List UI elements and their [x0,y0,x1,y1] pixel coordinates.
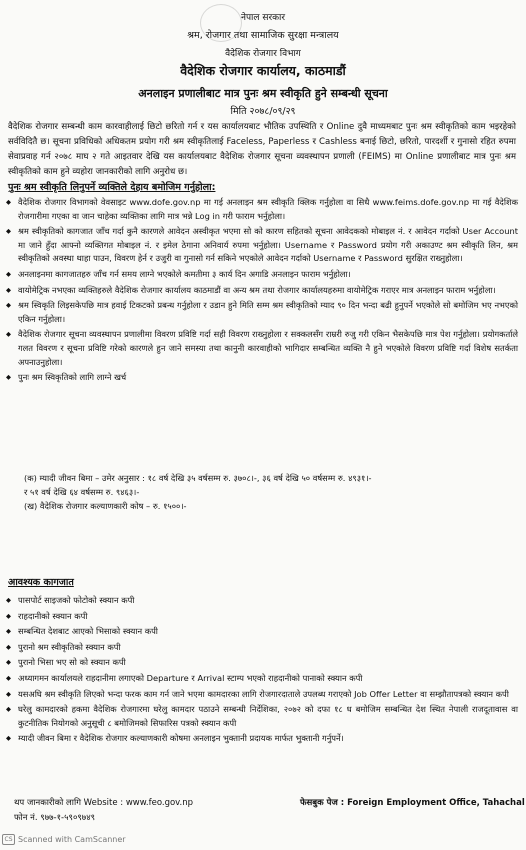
ministry-name: श्रम, रोजगार तथा सामाजिक सुरक्षा मन्त्रालय [187,30,339,41]
fee-insurance-cont: र ५१ वर्ष देखि ६४ वर्षसम्म रु. ९४६३।- [24,487,140,497]
documents-list [6,594,518,748]
procedure-list [6,196,518,387]
list-item: ◆ म्यादी जीवन बिमा र वैदेशिक रोजगार कल्याणकारी कोषमा अनलाइन भुक्तानी प्रदायक मार्फत भुक्तानी गर्नुपर्ने। [6,732,518,746]
fee-welfare-fund: (ख) वैदेशिक रोजगार कल्याणकारी कोष – रु. १५००।- [24,501,187,511]
scanner-watermark-text: Scanned with CamScanner [18,835,126,844]
list-item: ◆ वायोमेट्रिक नभएका व्यक्तिहरुले वैदेशिक रोजगार कार्यालय काठमाडौं वा अन्य श्रम तथा रोजगार कार्यालयहरुमा वायोमेट्रिक गराएर मात्र अनलाइन फाराम भर्नुहोला। [6,284,518,298]
list-item: ◆ पुरानो भिसा भए सो को स्क्यान कपी [6,656,518,670]
scanner-watermark [2,834,126,845]
list-item: ◆ पुरानो श्रम स्वीकृतिको स्क्यान कपी [6,641,518,655]
notice-date: मिति २०७८/०९/२९ [230,106,296,117]
list-item: ◆ श्रम स्विकृति लिइसकेपछि मात्र हवाई टिकटको प्रबन्ध गर्नुहोला र उडान हुने मिति सम्म श्रम स्वीकृतिको म्याद ९० दिन भन्दा बढी हुनुपर्ने भएकोले सो बमोजिम भए नभएको एकिन गर्नुहोला। [6,299,518,326]
fee-insurance: (क) म्यादी जीवन बिमा – उमेर अनुसार : १८ वर्ष देखि ३५ वर्षसम्म रु. ३७०८।-, ३६ वर्ष देखि ५० वर्षसम्म रु. ४९३१।- [24,473,372,483]
list-item: ◆ सम्बन्धित देशबाट आएको भिसाको स्क्यान कपी [6,625,518,639]
section-documents-title: आवश्यक कागजात [8,577,74,588]
notice-title: अनलाइन प्रणालीबाट मात्र पुनः श्रम स्वीकृति हुने सम्बन्धी सूचना [138,87,388,100]
list-item: ◆ वैदेशिक रोजगार सूचना व्यवस्थापन प्रणालीमा विवरण प्रविष्टि गर्दा सही विवरण राख्नुहोला र सक्कलसँग राम्ररी रुजु गरी एकिन भैसकेपछि मात्र पेश गर्नुहोला। प्रयोगकर्ताले गलत विवरण र सूचना प्रविष्टि गरेको कारणले हुन जाने समस्या तथा कानुनी कारवाहीको भागिदार सम्बन्धित व्यक्ति नै हुने भएकोले विवरण प्रविष्टि गर्दा विशेष सतर्कता अपनाउनुहोला। [6,328,518,369]
list-item: ◆ घरेलु कामदारको हकमा वैदेशिक रोजगारमा घरेलु कामदार पठाउने सम्बन्धी निर्देशिका, २०७२ को दफा १८ ध बमोजिम सम्बन्धित देश स्थित नेपाली राजदूतावास वा कुटनीतिक नियोगको अनुसूची ८ बमोजिमको सिफारिस पत्रको स्क्यान कपी [6,703,518,730]
list-item: ◆ अध्यागमन कार्यालयले राहदानीमा लगाएको Departure र Arrival स्टाम्प भएको राहदानीको पानाको स्क्यान कपी [6,672,518,686]
office-name: वैदेशिक रोजगार कार्यालय, काठमाडौं [180,63,346,78]
footer-facebook: फेसबुक पेज : Foreign Employment Office, Tahachal [300,798,525,808]
footer-phone: फोन नं. ९७७-१-५९०९७४९ [14,813,96,823]
government-name: नेपाल सरकार [240,13,286,23]
department-name: वैदेशिक रोजगार विभाग [225,49,301,59]
intro-paragraph: वैदेशिक रोजगार सम्बन्धी काम कारवाहीलाई छिटो छरितो गर्न र यस कार्यालयबाट भौतिक उपस्थिति र Online दुवै माध्यमबाट पुनः श्रम स्वीकृतिको काम भइरहेको सर्वविदितै छ। सूचना प्रविधिको अधिकतम प्रयोग गरी श्रम स्वीकृतिलाई Faceless, Paperless र Cashless बनाई छिटो, छरितो, पारदर्शी र गुनासो रहित रुपमा सेवाप्रवाह गर्न २०७८ माघ २ गते आइतवार देखि यस कार्यालयबाट वैदेशिक रोजगार सूचना व्यवस्थापन प्रणाली (FEIMS) मा Online प्रणालीबाट मात्र पुनः श्रम स्वीकृतिको काम हुने व्यहोरा जानकारीको लागि अनुरोध छ। [8,122,516,177]
footer-website: थप जानकारीको लागि Website : www.feo.gov.np [14,798,194,808]
list-item: ◆ अनलाइनमा कागजातहरु जाँच गर्न समय लाग्ने भएकोले कमतीमा ३ कार्य दिन अगाडि अनलाइन फाराम भर्नुहोला। [6,268,518,282]
list-item: ◆ यसअघि श्रम स्वीकृति लिएको भन्दा फरक काम गर्न जाने भएमा कामदारका लागि रोजगारदाताले उपलब्ध गराएको Job Offer Letter वा सम्झौतापत्रको स्क्यान कपी [6,688,518,702]
list-item: ◆ वैदेशिक रोजगार विभागको वेवसाइट www.dofe.gov.np मा गई अनलाइन श्रम स्वीकृति क्लिक गर्नुहोला वा सिधै www.feims.dofe.gov.np मा गई वैदेशिक रोजगारीमा गएका वा जान चाहेका व्यक्तिका लागि मात्र भन्ने Log in गरी फाराम भर्नुहोला। [6,196,518,223]
camscanner-icon: CS [2,834,15,845]
list-item: ◆ राहदानीको स्क्यान कपी [6,610,518,624]
list-item: ◆ श्रम स्वीकृतिको कागजात जाँच गर्दा कुनै कारणले आवेदन अस्वीकृत भएमा सो को कारण सहितको सूचना आवेदकको मोबाइल नं. र आवेदन गर्दाको User Account मा जाने हुँदा आफ्नो व्यक्तिगत मोबाइल नं. र इमेल ठेगाना अनिवार्य रुपमा भर्नुहोला। Username र Password प्रयोग गरी अकाउण्ट श्रम स्वीकृति लिन, श्रम स्वीकृतिको अवस्था थाहा पाउन, विवरण हेर्न र उजुरी वा गुनासो गर्न सकिने भएकोले आवेदन गर्दाको Username र Password सुरक्षित राख्नुहोला। [6,225,518,266]
section-procedure-title: पुनः श्रम स्वीकृति लिनुपर्ने व्यक्तिले देहाय बमोजिम गर्नुहोला: [8,182,216,193]
list-item: ◆ पासपोर्ट साइजको फोटोको स्क्यान कपी [6,594,518,608]
list-item: ◆ पुनः श्रम स्विकृतिको लागि लाग्ने खर्च [6,371,518,385]
